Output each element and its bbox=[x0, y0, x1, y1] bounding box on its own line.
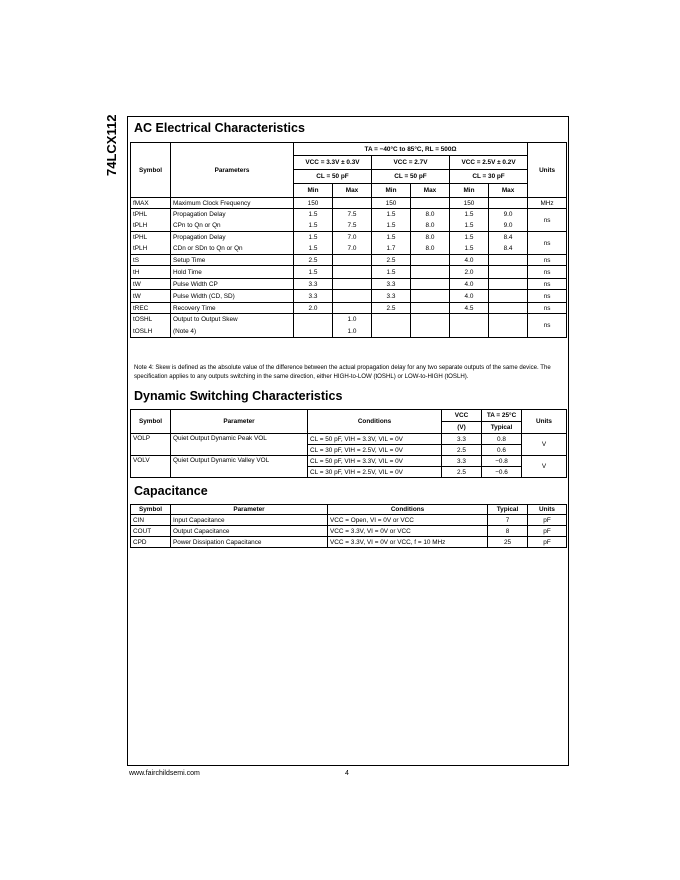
value-cell: 150 bbox=[372, 198, 411, 209]
value-cell: 1.0 bbox=[333, 326, 372, 338]
parameter-cell: Quiet Output Dynamic Valley VOL bbox=[171, 456, 308, 478]
unit-cell: ns bbox=[528, 232, 567, 255]
ac-header-ta: TA = −40°C to 85°C, RL = 500Ω bbox=[294, 143, 528, 156]
dyn-header-units: Units bbox=[522, 410, 567, 434]
unit-cell: ns bbox=[528, 290, 567, 303]
value-cell bbox=[489, 198, 528, 209]
cap-header-typical: Typical bbox=[488, 505, 528, 515]
symbol-cell: tOSHL bbox=[131, 314, 171, 326]
typical-cell: 0.8 bbox=[482, 434, 522, 445]
value-cell bbox=[411, 290, 450, 303]
value-cell: 4.5 bbox=[450, 303, 489, 314]
parameter-cell: CDn or SDn to Qn or Qn bbox=[171, 243, 294, 255]
unit-cell: ns bbox=[528, 255, 567, 266]
value-cell bbox=[450, 326, 489, 338]
typical-cell: 7 bbox=[488, 515, 528, 526]
value-cell bbox=[411, 255, 450, 266]
parameter-cell: Input Capacitance bbox=[171, 515, 328, 526]
value-cell: 1.5 bbox=[372, 209, 411, 220]
ac-header-units: Units bbox=[528, 143, 567, 198]
value-cell: 1.5 bbox=[294, 266, 333, 279]
dyn-header-typical: Typical bbox=[482, 422, 522, 434]
cap-header-units: Units bbox=[528, 505, 567, 515]
dynamic-section-title: Dynamic Switching Characteristics bbox=[134, 389, 343, 403]
value-cell bbox=[333, 290, 372, 303]
value-cell: 7.0 bbox=[333, 232, 372, 243]
value-cell: 3.3 bbox=[294, 290, 333, 303]
unit-cell: ns bbox=[528, 279, 567, 290]
value-cell: 2.5 bbox=[372, 303, 411, 314]
value-cell bbox=[489, 266, 528, 279]
capacitance-table bbox=[130, 504, 567, 548]
value-cell: 9.0 bbox=[489, 209, 528, 220]
value-cell bbox=[333, 255, 372, 266]
parameter-cell: Output to Output Skew bbox=[171, 314, 294, 326]
ac-header-min: Min bbox=[294, 184, 333, 198]
vcc-cell: 2.5 bbox=[442, 467, 482, 478]
value-cell: 8.4 bbox=[489, 243, 528, 255]
value-cell: 2.5 bbox=[372, 255, 411, 266]
cap-header-symbol: Symbol bbox=[131, 505, 171, 515]
table-row bbox=[131, 209, 567, 220]
value-cell bbox=[411, 326, 450, 338]
value-cell: 1.5 bbox=[372, 232, 411, 243]
symbol-cell: tH bbox=[131, 266, 171, 279]
value-cell: 1.7 bbox=[372, 243, 411, 255]
value-cell: 2.0 bbox=[450, 266, 489, 279]
table-row bbox=[131, 314, 567, 326]
unit-cell: V bbox=[522, 456, 567, 478]
ac-characteristics-table bbox=[130, 142, 567, 338]
parameter-cell: Pulse Width (CD, SD) bbox=[171, 290, 294, 303]
dyn-header-parameter: Parameter bbox=[171, 410, 308, 434]
symbol-cell: tREC bbox=[131, 303, 171, 314]
parameter-cell: Output Capacitance bbox=[171, 526, 328, 537]
ac-note: Note 4: Skew is defined as the absolute value of the difference between the actual propagation delay for any two separate outputs of the same device. The specification applies to any outputs switching in the same direction, either HIGH-to-LOW (tOSHL) or LOW-to-HIGH (tOSLH). bbox=[134, 364, 551, 380]
table-row bbox=[131, 526, 567, 537]
value-cell: 7.5 bbox=[333, 209, 372, 220]
value-cell: 8.0 bbox=[411, 209, 450, 220]
value-cell: 8.0 bbox=[411, 243, 450, 255]
typical-cell: 0.6 bbox=[482, 445, 522, 456]
typical-cell: 8 bbox=[488, 526, 528, 537]
unit-cell: pF bbox=[528, 537, 567, 548]
symbol-cell: VOLV bbox=[131, 456, 171, 478]
value-cell: 9.0 bbox=[489, 220, 528, 232]
parameter-cell: Hold Time bbox=[171, 266, 294, 279]
cap-header-conditions: Conditions bbox=[328, 505, 488, 515]
table-row bbox=[131, 303, 567, 314]
parameter-cell: Maximum Clock Frequency bbox=[171, 198, 294, 209]
ac-section-title: AC Electrical Characteristics bbox=[134, 121, 305, 135]
unit-cell: MHz bbox=[528, 198, 567, 209]
value-cell: 4.0 bbox=[450, 255, 489, 266]
symbol-cell: tW bbox=[131, 290, 171, 303]
value-cell: 1.5 bbox=[294, 220, 333, 232]
value-cell bbox=[450, 314, 489, 326]
table-row bbox=[131, 326, 567, 338]
unit-cell: V bbox=[522, 434, 567, 456]
conditions-cell: CL = 30 pF, VIH = 2.5V, VIL = 0V bbox=[308, 445, 442, 456]
symbol-cell: VOLP bbox=[131, 434, 171, 456]
symbol-cell: tPHL bbox=[131, 209, 171, 220]
ac-header-cl-3: CL = 30 pF bbox=[450, 170, 528, 184]
ac-header-max: Max bbox=[411, 184, 450, 198]
typical-cell: −0.8 bbox=[482, 456, 522, 467]
parameter-cell: Power Dissipation Capacitance bbox=[171, 537, 328, 548]
ac-header-min: Min bbox=[450, 184, 489, 198]
value-cell: 1.5 bbox=[450, 232, 489, 243]
table-row bbox=[131, 220, 567, 232]
value-cell bbox=[372, 326, 411, 338]
value-cell bbox=[333, 279, 372, 290]
conditions-cell: VCC = 3.3V, VI = 0V or VCC, f = 10 MHz bbox=[328, 537, 488, 548]
ac-header-min: Min bbox=[372, 184, 411, 198]
value-cell bbox=[294, 314, 333, 326]
table-row bbox=[131, 198, 567, 209]
value-cell: 1.5 bbox=[372, 220, 411, 232]
value-cell: 3.3 bbox=[372, 279, 411, 290]
ac-header-max: Max bbox=[489, 184, 528, 198]
symbol-cell: tPHL bbox=[131, 232, 171, 243]
value-cell: 1.0 bbox=[333, 314, 372, 326]
value-cell: 1.5 bbox=[450, 220, 489, 232]
dynamic-switching-table bbox=[130, 409, 567, 478]
symbol-cell: tOSLH bbox=[131, 326, 171, 338]
symbol-cell: CPD bbox=[131, 537, 171, 548]
value-cell: 3.3 bbox=[294, 279, 333, 290]
unit-cell: pF bbox=[528, 526, 567, 537]
symbol-cell: COUT bbox=[131, 526, 171, 537]
parameter-cell: Pulse Width CP bbox=[171, 279, 294, 290]
part-number-sidebar: 74LCX112 bbox=[104, 114, 119, 176]
table-row bbox=[131, 537, 567, 548]
value-cell: 2.0 bbox=[294, 303, 333, 314]
table-row bbox=[131, 290, 567, 303]
conditions-cell: CL = 50 pF, VIH = 3.3V, VIL = 0V bbox=[308, 456, 442, 467]
table-row bbox=[131, 243, 567, 255]
value-cell: 1.5 bbox=[450, 209, 489, 220]
value-cell bbox=[489, 279, 528, 290]
value-cell: 1.5 bbox=[294, 232, 333, 243]
parameter-cell: Propagation Delay bbox=[171, 232, 294, 243]
conditions-cell: CL = 50 pF, VIH = 3.3V, VIL = 0V bbox=[308, 434, 442, 445]
table-row bbox=[131, 434, 567, 445]
table-row bbox=[131, 515, 567, 526]
value-cell bbox=[489, 314, 528, 326]
value-cell: 8.0 bbox=[411, 220, 450, 232]
value-cell: 4.0 bbox=[450, 279, 489, 290]
value-cell: 2.5 bbox=[294, 255, 333, 266]
unit-cell: ns bbox=[528, 209, 567, 232]
value-cell bbox=[489, 255, 528, 266]
unit-cell: ns bbox=[528, 266, 567, 279]
dyn-header-vcc-unit: (V) bbox=[442, 422, 482, 434]
value-cell: 3.3 bbox=[372, 290, 411, 303]
parameter-cell: (Note 4) bbox=[171, 326, 294, 338]
cap-header-parameter: Parameter bbox=[171, 505, 328, 515]
value-cell bbox=[372, 314, 411, 326]
parameter-cell: Quiet Output Dynamic Peak VOL bbox=[171, 434, 308, 456]
ac-header-cl-1: CL = 50 pF bbox=[294, 170, 372, 184]
typical-cell: −0.6 bbox=[482, 467, 522, 478]
ac-header-cl-2: CL = 50 pF bbox=[372, 170, 450, 184]
unit-cell: ns bbox=[528, 303, 567, 314]
value-cell bbox=[489, 326, 528, 338]
symbol-cell: tS bbox=[131, 255, 171, 266]
unit-cell: pF bbox=[528, 515, 567, 526]
value-cell bbox=[489, 290, 528, 303]
value-cell: 8.4 bbox=[489, 232, 528, 243]
symbol-cell: tPLH bbox=[131, 220, 171, 232]
value-cell: 1.5 bbox=[372, 266, 411, 279]
value-cell: 1.5 bbox=[294, 243, 333, 255]
vcc-cell: 3.3 bbox=[442, 456, 482, 467]
value-cell: 7.0 bbox=[333, 243, 372, 255]
ac-header-vcc-1: VCC = 3.3V ± 0.3V bbox=[294, 156, 372, 170]
table-row bbox=[131, 456, 567, 467]
parameter-cell: Propagation Delay bbox=[171, 209, 294, 220]
value-cell: 7.5 bbox=[333, 220, 372, 232]
value-cell bbox=[294, 326, 333, 338]
value-cell bbox=[489, 303, 528, 314]
table-row bbox=[131, 255, 567, 266]
footer-website: www.fairchildsemi.com bbox=[129, 770, 200, 777]
dyn-header-ta: TA = 25°C bbox=[482, 410, 522, 422]
conditions-cell: CL = 30 pF, VIH = 2.5V, VIL = 0V bbox=[308, 467, 442, 478]
value-cell: 1.5 bbox=[450, 243, 489, 255]
conditions-cell: VCC = 3.3V, VI = 0V or VCC bbox=[328, 526, 488, 537]
value-cell bbox=[333, 198, 372, 209]
value-cell: 4.0 bbox=[450, 290, 489, 303]
parameter-cell: Recovery Time bbox=[171, 303, 294, 314]
ac-header-parameters: Parameters bbox=[171, 143, 294, 198]
value-cell: 8.0 bbox=[411, 232, 450, 243]
conditions-cell: VCC = Open, VI = 0V or VCC bbox=[328, 515, 488, 526]
symbol-cell: fMAX bbox=[131, 198, 171, 209]
typical-cell: 25 bbox=[488, 537, 528, 548]
dyn-header-vcc: VCC bbox=[442, 410, 482, 422]
footer-page-number: 4 bbox=[345, 770, 349, 777]
dyn-header-symbol: Symbol bbox=[131, 410, 171, 434]
vcc-cell: 2.5 bbox=[442, 445, 482, 456]
value-cell bbox=[333, 266, 372, 279]
value-cell: 150 bbox=[294, 198, 333, 209]
dyn-header-conditions: Conditions bbox=[308, 410, 442, 434]
table-row bbox=[131, 279, 567, 290]
ac-header-max: Max bbox=[333, 184, 372, 198]
table-row bbox=[131, 232, 567, 243]
ac-header-vcc-2: VCC = 2.7V bbox=[372, 156, 450, 170]
parameter-cell: Setup Time bbox=[171, 255, 294, 266]
ac-header-symbol: Symbol bbox=[131, 143, 171, 198]
unit-cell: ns bbox=[528, 314, 567, 338]
value-cell: 150 bbox=[450, 198, 489, 209]
value-cell bbox=[411, 279, 450, 290]
parameter-cell: CPn to Qn or Qn bbox=[171, 220, 294, 232]
ac-header-vcc-3: VCC = 2.5V ± 0.2V bbox=[450, 156, 528, 170]
vcc-cell: 3.3 bbox=[442, 434, 482, 445]
symbol-cell: tPLH bbox=[131, 243, 171, 255]
table-row bbox=[131, 266, 567, 279]
symbol-cell: tW bbox=[131, 279, 171, 290]
value-cell bbox=[411, 266, 450, 279]
value-cell bbox=[411, 303, 450, 314]
capacitance-section-title: Capacitance bbox=[134, 484, 208, 498]
value-cell bbox=[411, 198, 450, 209]
value-cell bbox=[333, 303, 372, 314]
value-cell bbox=[411, 314, 450, 326]
value-cell: 1.5 bbox=[294, 209, 333, 220]
symbol-cell: CIN bbox=[131, 515, 171, 526]
